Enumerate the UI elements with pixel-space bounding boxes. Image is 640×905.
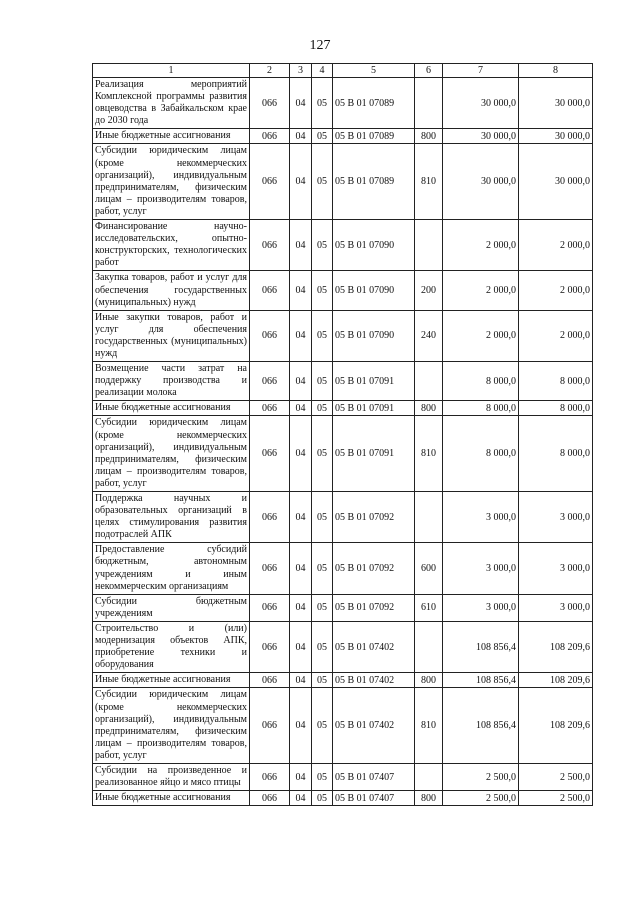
row-description: Субсидии юридическим лицам (кроме некоммерческих организаций), индивидуальным предпринимателям, физическим лицам – производителям товаров, работ, услуг: [93, 688, 250, 764]
ministry-code: 066: [250, 129, 290, 144]
expense-type-code: 810: [415, 688, 443, 764]
section-code: 04: [290, 129, 312, 144]
ministry-code: 066: [250, 673, 290, 688]
amount-col8: 3 000,0: [519, 543, 593, 594]
subsection-code: 05: [312, 362, 333, 401]
table-row: [93, 688, 593, 764]
target-article-code: 05 В 01 07092: [333, 594, 415, 621]
amount-col8: 108 209,6: [519, 673, 593, 688]
expense-type-code: 800: [415, 791, 443, 806]
table-row: [93, 144, 593, 220]
table-row: [93, 763, 593, 790]
expense-type-code: 600: [415, 543, 443, 594]
section-code: 04: [290, 310, 312, 361]
target-article-code: 05 В 01 07402: [333, 673, 415, 688]
column-header: 3: [290, 64, 312, 78]
row-description: Иные бюджетные ассигнования: [93, 401, 250, 416]
column-header: 1: [93, 64, 250, 78]
table-row: [93, 492, 593, 543]
target-article-code: 05 В 01 07402: [333, 688, 415, 764]
amount-col7: 2 000,0: [443, 310, 519, 361]
row-description: Иные бюджетные ассигнования: [93, 129, 250, 144]
section-code: 04: [290, 492, 312, 543]
table-row: [93, 129, 593, 144]
row-description: Субсидии юридическим лицам (кроме некоммерческих организаций), индивидуальным предпринимателям, физическим лицам – производителям товаров, работ, услуг: [93, 416, 250, 492]
target-article-code: 05 В 01 07089: [333, 129, 415, 144]
amount-col7: 8 000,0: [443, 401, 519, 416]
amount-col8: 2 000,0: [519, 271, 593, 310]
ministry-code: 066: [250, 416, 290, 492]
expense-type-code: [415, 621, 443, 672]
section-code: 04: [290, 78, 312, 129]
amount-col7: 30 000,0: [443, 129, 519, 144]
section-code: 04: [290, 144, 312, 220]
amount-col8: 3 000,0: [519, 492, 593, 543]
subsection-code: 05: [312, 673, 333, 688]
section-code: 04: [290, 791, 312, 806]
target-article-code: 05 В 01 07091: [333, 362, 415, 401]
amount-col7: 3 000,0: [443, 543, 519, 594]
column-header: 2: [250, 64, 290, 78]
target-article-code: 05 В 01 07089: [333, 144, 415, 220]
amount-col7: 8 000,0: [443, 416, 519, 492]
ministry-code: 066: [250, 543, 290, 594]
column-header: 5: [333, 64, 415, 78]
column-header: 8: [519, 64, 593, 78]
subsection-code: 05: [312, 401, 333, 416]
row-description: Реализация мероприятий Комплексной программы развития овцеводства в Забайкальском крае до 2030 года: [93, 78, 250, 129]
amount-col8: 108 209,6: [519, 621, 593, 672]
row-description: Поддержка научных и образовательных организаций в целях стимулирования развития подотраслей АПК: [93, 492, 250, 543]
amount-col7: 2 500,0: [443, 763, 519, 790]
section-code: 04: [290, 271, 312, 310]
section-code: 04: [290, 594, 312, 621]
ministry-code: 066: [250, 688, 290, 764]
amount-col8: 30 000,0: [519, 129, 593, 144]
table-row: [93, 543, 593, 594]
column-header: 7: [443, 64, 519, 78]
target-article-code: 05 В 01 07407: [333, 791, 415, 806]
amount-col8: 8 000,0: [519, 401, 593, 416]
expense-type-code: 800: [415, 401, 443, 416]
table-row: [93, 673, 593, 688]
table-row: [93, 78, 593, 129]
section-code: 04: [290, 220, 312, 271]
row-description: Иные бюджетные ассигнования: [93, 673, 250, 688]
subsection-code: 05: [312, 621, 333, 672]
subsection-code: 05: [312, 220, 333, 271]
expense-type-code: 800: [415, 673, 443, 688]
target-article-code: 05 В 01 07089: [333, 78, 415, 129]
row-description: Финансирование научно-исследовательских, опытно-конструкторских, технологических работ: [93, 220, 250, 271]
target-article-code: 05 В 01 07091: [333, 416, 415, 492]
subsection-code: 05: [312, 763, 333, 790]
subsection-code: 05: [312, 271, 333, 310]
amount-col8: 3 000,0: [519, 594, 593, 621]
amount-col8: 30 000,0: [519, 78, 593, 129]
amount-col7: 108 856,4: [443, 673, 519, 688]
row-description: Строительство и (или) модернизация объектов АПК, приобретение техники и оборудования: [93, 621, 250, 672]
expense-type-code: 200: [415, 271, 443, 310]
subsection-code: 05: [312, 78, 333, 129]
amount-col8: 2 000,0: [519, 220, 593, 271]
amount-col8: 108 209,6: [519, 688, 593, 764]
ministry-code: 066: [250, 594, 290, 621]
amount-col7: 8 000,0: [443, 362, 519, 401]
table-row: [93, 416, 593, 492]
expense-type-code: [415, 763, 443, 790]
amount-col8: 8 000,0: [519, 416, 593, 492]
section-code: 04: [290, 673, 312, 688]
row-description: Субсидии на произведенное и реализованное яйцо и мясо птицы: [93, 763, 250, 790]
ministry-code: 066: [250, 144, 290, 220]
column-header: 4: [312, 64, 333, 78]
ministry-code: 066: [250, 271, 290, 310]
amount-col7: 108 856,4: [443, 621, 519, 672]
ministry-code: 066: [250, 78, 290, 129]
target-article-code: 05 В 01 07092: [333, 543, 415, 594]
subsection-code: 05: [312, 492, 333, 543]
expense-type-code: 610: [415, 594, 443, 621]
ministry-code: 066: [250, 220, 290, 271]
section-code: 04: [290, 362, 312, 401]
subsection-code: 05: [312, 310, 333, 361]
ministry-code: 066: [250, 401, 290, 416]
ministry-code: 066: [250, 362, 290, 401]
ministry-code: 066: [250, 763, 290, 790]
target-article-code: 05 В 01 07402: [333, 621, 415, 672]
table-row: [93, 271, 593, 310]
section-code: 04: [290, 621, 312, 672]
expense-type-code: [415, 362, 443, 401]
amount-col8: 2 500,0: [519, 791, 593, 806]
amount-col7: 2 000,0: [443, 271, 519, 310]
target-article-code: 05 В 01 07090: [333, 271, 415, 310]
amount-col7: 3 000,0: [443, 492, 519, 543]
expense-type-code: [415, 78, 443, 129]
ministry-code: 066: [250, 492, 290, 543]
row-description: Субсидии бюджетным учреждениям: [93, 594, 250, 621]
page-number: 127: [309, 38, 331, 53]
target-article-code: 05 В 01 07407: [333, 763, 415, 790]
target-article-code: 05 В 01 07090: [333, 220, 415, 271]
amount-col8: 2 500,0: [519, 763, 593, 790]
section-code: 04: [290, 416, 312, 492]
section-code: 04: [290, 688, 312, 764]
subsection-code: 05: [312, 416, 333, 492]
table-row: [93, 401, 593, 416]
budget-table: [92, 63, 593, 806]
table-header-row: [93, 64, 593, 78]
amount-col7: 30 000,0: [443, 78, 519, 129]
ministry-code: 066: [250, 791, 290, 806]
table-row: [93, 310, 593, 361]
table-row: [93, 791, 593, 806]
expense-type-code: [415, 492, 443, 543]
expense-type-code: 240: [415, 310, 443, 361]
amount-col8: 30 000,0: [519, 144, 593, 220]
expense-type-code: 810: [415, 416, 443, 492]
row-description: Закупка товаров, работ и услуг для обеспечения государственных (муниципальных) нужд: [93, 271, 250, 310]
table-row: [93, 220, 593, 271]
subsection-code: 05: [312, 543, 333, 594]
table-row: [93, 362, 593, 401]
amount-col8: 8 000,0: [519, 362, 593, 401]
subsection-code: 05: [312, 594, 333, 621]
amount-col7: 108 856,4: [443, 688, 519, 764]
ministry-code: 066: [250, 621, 290, 672]
amount-col7: 3 000,0: [443, 594, 519, 621]
expense-type-code: 810: [415, 144, 443, 220]
expense-type-code: [415, 220, 443, 271]
column-header: 6: [415, 64, 443, 78]
subsection-code: 05: [312, 688, 333, 764]
ministry-code: 066: [250, 310, 290, 361]
target-article-code: 05 В 01 07092: [333, 492, 415, 543]
section-code: 04: [290, 763, 312, 790]
target-article-code: 05 В 01 07091: [333, 401, 415, 416]
target-article-code: 05 В 01 07090: [333, 310, 415, 361]
amount-col7: 30 000,0: [443, 144, 519, 220]
table-row: [93, 594, 593, 621]
row-description: Возмещение части затрат на поддержку производства и реализации молока: [93, 362, 250, 401]
subsection-code: 05: [312, 791, 333, 806]
section-code: 04: [290, 401, 312, 416]
table-row: [93, 621, 593, 672]
amount-col7: 2 500,0: [443, 791, 519, 806]
row-description: Иные бюджетные ассигнования: [93, 791, 250, 806]
expense-type-code: 800: [415, 129, 443, 144]
subsection-code: 05: [312, 144, 333, 220]
row-description: Предоставление субсидий бюджетным, автономным учреждениям и иным некоммерческим организациям: [93, 543, 250, 594]
amount-col7: 2 000,0: [443, 220, 519, 271]
section-code: 04: [290, 543, 312, 594]
subsection-code: 05: [312, 129, 333, 144]
row-description: Иные закупки товаров, работ и услуг для обеспечения государственных (муниципальных) нужд: [93, 310, 250, 361]
row-description: Субсидии юридическим лицам (кроме некоммерческих организаций), индивидуальным предпринимателям, физическим лицам – производителям товаров, работ, услуг: [93, 144, 250, 220]
amount-col8: 2 000,0: [519, 310, 593, 361]
